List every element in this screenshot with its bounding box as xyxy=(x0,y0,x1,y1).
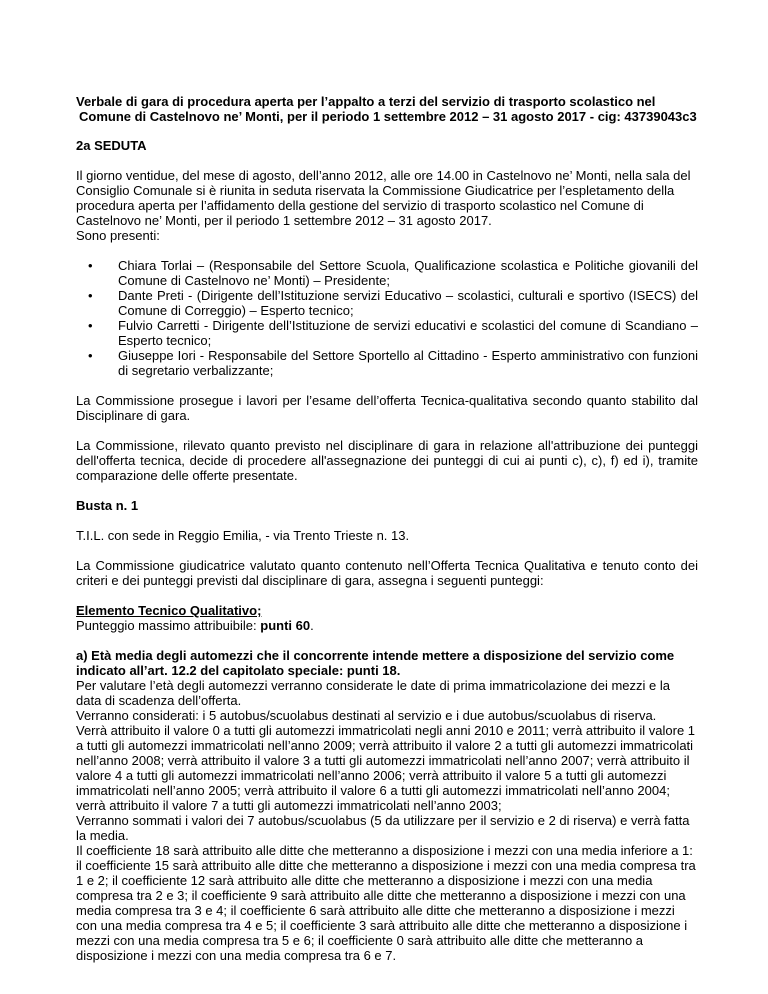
bullet-icon: • xyxy=(88,258,93,273)
max-score-value: punti 60 xyxy=(260,618,311,633)
item-a-heading: a) Età media degli automezzi che il concorrente intende mettere a disposizione del servizio come indicato all’art. 12.2 del capitolato speciale: punti 18. xyxy=(76,648,675,678)
member-text: Fulvio Carretti - Dirigente dell’Istituzione de servizi educativi e scolastici del comune di Scandiano – Esperto tecnico; xyxy=(118,318,698,348)
document-title: Verbale di gara di procedura aperta per l’appalto a terzi del servizio di trasporto scolastico nel Comune di Castelnovo ne’ Monti, per il periodo 1 settembre 2012 – 31 agosto 2017 - cig: 43739043c3 xyxy=(76,94,697,124)
present-label: Sono presenti: xyxy=(76,228,160,243)
element-heading: Elemento Tecnico Qualitativo; xyxy=(76,603,262,618)
bidder-paragraph: T.I.L. con sede in Reggio Emilia, - via Trento Trieste n. 13. xyxy=(76,528,410,543)
criteria-paragraph: La Commissione, rilevato quanto previsto nel disciplinare di gara in relazione all'attribuzione dei punteggi dell'offerta tecnica, decide di procedere all'assegnazione dei punteggi di cui ai punti c), c), f) ed i), tramite comparazione delle offerte presentate. xyxy=(76,438,698,483)
item-a-line: Il coefficiente 18 sarà attribuito alle ditte che metteranno a disposizione i mezzi con una media inferiore a 1: il coefficiente 15 sarà attribuito alle ditte che metteranno a disposizione i mezzi con una media compresa tra 1 e 2; il coefficiente 12 sarà attribuito alle ditte che metteranno a disposizione i mezzi con una media compresa tra 2 e 3; il coefficiente 9 sarà attribuito alle ditte che metteranno a disposizione i mezzi con una media compresa tra 3 e 4; il coefficiente 6 sarà attribuito alle ditte che metteranno a disposizione i mezzi con una media compresa tra 4 e 5; il coefficiente 3 sarà attribuito alle ditte che metteranno a disposizione i mezzi con una media compresa tra 5 e 6; il coefficiente 0 sarà attribuito alle ditte che metteranno a disposizione i mezzi con una media compresa tra 6 e 7. xyxy=(76,843,696,963)
list-item xyxy=(88,258,698,288)
member-text: Dante Preti - (Dirigente dell’Istituzione servizi Educativo – scolastici, culturali e sportivo (ISECS) del Comune di Correggio) – Esperto tecnico; xyxy=(118,288,698,318)
list-item xyxy=(88,348,698,378)
member-text: Chiara Torlai – (Responsabile del Settore Scuola, Qualificazione scolastica e Politiche giovanili del Comune di Castelnovo ne’ Monti) – Presidente; xyxy=(118,258,698,288)
bullet-icon: • xyxy=(88,318,93,333)
list-item xyxy=(88,318,698,348)
member-text: Giuseppe Iori - Responsabile del Settore Sportello al Cittadino - Esperto amministrativo con funzioni di segretario verbalizzante; xyxy=(118,348,698,378)
item-a-text xyxy=(76,678,698,963)
max-score-suffix: . xyxy=(310,618,314,633)
intro-paragraph: Il giorno ventidue, del mese di agosto, dell’anno 2012, alle ore 14.00 in Castelnovo ne’ Monti, nella sala del Consiglio Comunale si è riunita in seduta riservata la Commissione Giudicatrice per l’espletamento della procedura aperta per l’affidamento della gestione del servizio di trasporto scolastico nel Comune di Castelnovo ne’ Monti, per il periodo 1 settembre 2012 – 31 agosto 2017. xyxy=(76,168,691,228)
session-heading: 2a SEDUTA xyxy=(76,138,147,153)
members-list xyxy=(76,258,698,378)
item-a-line: Verrà attribuito il valore 0 a tutti gli automezzi immatricolati negli anni 2010 e 2011; verrà attribuito il valore 1 a tutti gli automezzi immatricolati nell’anno 2009; verrà attribuito il valore 2 a tutti gli automezzi immatricolati nell’anno 2008; verrà attribuito il valore 3 a tutti gli automezzi immatricolati nell’anno 2007; verrà attribuito il valore 4 a tutti gli automezzi immatricolati nell’anno 2006; verrà attribuito il valore 5 a tutti gli automezzi immatricolati nell’anno 2005; verrà attribuito il valore 6 a tutti gli automezzi immatricolati nell’anno 2004; verrà attribuito il valore 7 a tutti gli automezzi immatricolati nell’anno 2003; xyxy=(76,723,696,813)
envelope-heading: Busta n. 1 xyxy=(76,498,139,513)
item-a-line: Per valutare l’età degli automezzi verranno considerate le date di prima immatricolazione dei mezzi e la data di scadenza dell’offerta. xyxy=(76,678,670,708)
item-a-line: Verranno considerati: i 5 autobus/scuolabus destinati al servizio e i due autobus/scuolabus di riserva. xyxy=(76,708,657,723)
bullet-icon: • xyxy=(88,348,93,363)
max-score-line xyxy=(76,618,698,633)
item-a-line: Verranno sommati i valori dei 7 autobus/scuolabus (5 da utilizzare per il servizio e 2 di riserva) e verrà fatta la media. xyxy=(76,813,690,843)
max-score-prefix: Punteggio massimo attribuibile: xyxy=(76,618,261,633)
document-page xyxy=(76,94,698,963)
continue-paragraph: La Commissione prosegue i lavori per l’esame dell’offerta Tecnica-qualitativa secondo quanto stabilito dal Disciplinare di gara. xyxy=(76,393,698,423)
list-item xyxy=(88,288,698,318)
bullet-icon: • xyxy=(88,288,93,303)
assign-paragraph: La Commissione giudicatrice valutato quanto contenuto nell’Offerta Tecnica Qualitativa e tenuto conto dei criteri e dei punteggi previsti dal disciplinare di gara, assegna i seguenti punteggi: xyxy=(76,558,698,588)
